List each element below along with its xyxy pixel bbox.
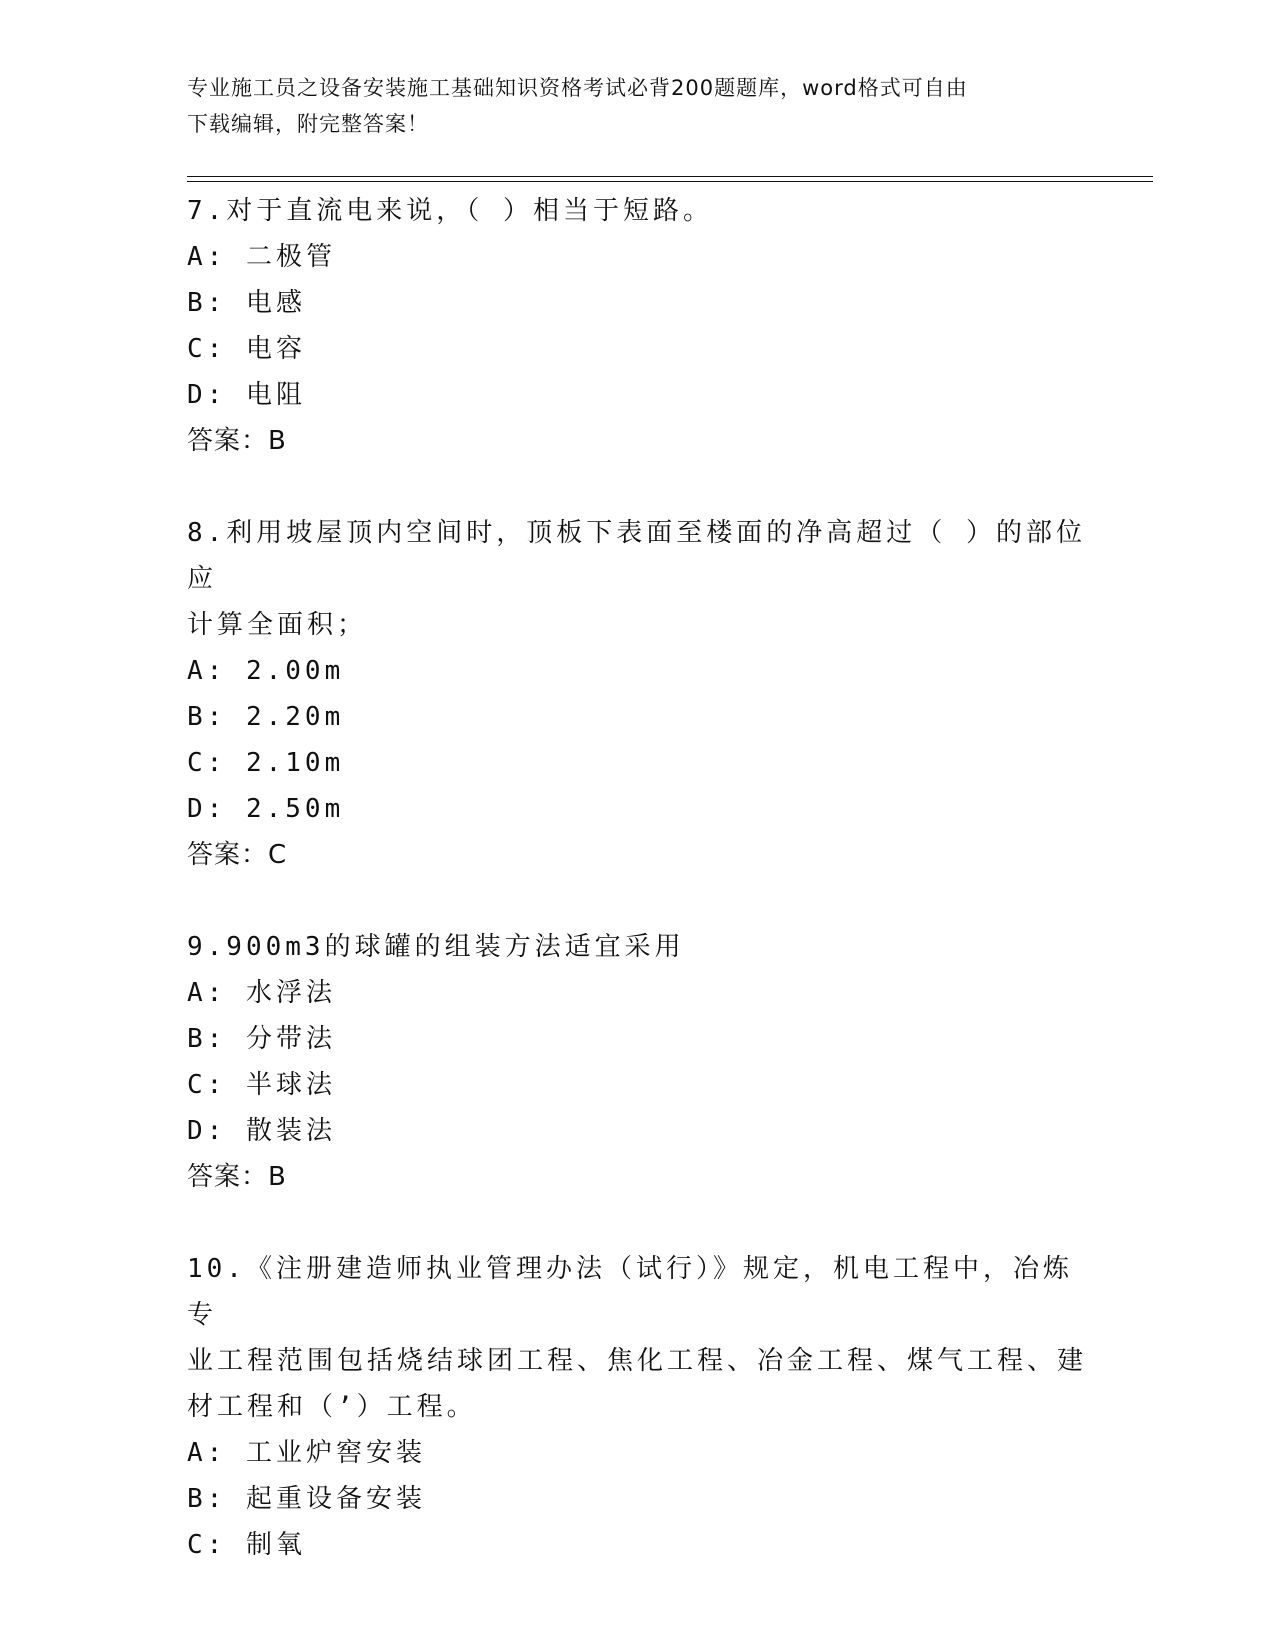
answer-line: 答案：B — [187, 1162, 287, 1192]
option-a: A: 2.00m — [187, 656, 345, 686]
option-b: B: 起重设备安装 — [187, 1484, 426, 1514]
question-stem: 8.利用坡屋顶内空间时，顶板下表面至楼面的净高超过（ ）的部位应 — [187, 518, 1086, 594]
header-divider-top — [187, 176, 1153, 177]
document-header — [187, 70, 1067, 142]
question-stem-continued: 业工程范围包括烧结球团工程、焦化工程、冶金工程、煤气工程、建 — [187, 1346, 1088, 1376]
question-stem-continued: 计算全面积； — [187, 610, 368, 640]
option-c: C: 制氧 — [187, 1530, 306, 1560]
option-a: A: 水浮法 — [187, 978, 336, 1008]
option-b: B: 2.20m — [187, 702, 345, 732]
question-7 — [187, 188, 1087, 510]
option-a: A: 工业炉窖安装 — [187, 1438, 426, 1468]
header-line-1: 专业施工员之设备安装施工基础知识资格考试必背200题题库，word格式可自由 — [187, 76, 968, 100]
option-d: D: 散装法 — [187, 1116, 336, 1146]
header-divider-bottom — [187, 181, 1153, 182]
question-stem: 9.900m3的球罐的组装方法适宜采用 — [187, 932, 685, 962]
question-spacer — [187, 464, 1087, 510]
option-c: C: 半球法 — [187, 1070, 336, 1100]
question-8 — [187, 510, 1087, 924]
question-10 — [187, 1246, 1087, 1568]
question-9 — [187, 924, 1087, 1246]
question-stem-continued: 材工程和（’）工程。 — [187, 1392, 477, 1422]
question-spacer — [187, 878, 1087, 924]
header-line-2: 下载编辑，附完整答案！ — [187, 112, 429, 136]
option-d: D: 电阻 — [187, 380, 306, 410]
option-c: C: 电容 — [187, 334, 306, 364]
option-a: A: 二极管 — [187, 242, 336, 272]
answer-line: 答案：B — [187, 426, 287, 456]
answer-line: 答案：C — [187, 840, 288, 870]
option-b: B: 电感 — [187, 288, 306, 318]
option-b: B: 分带法 — [187, 1024, 336, 1054]
question-list — [187, 188, 1087, 1568]
question-stem: 10.《注册建造师执业管理办法（试行）》规定，机电工程中，冶炼专 — [187, 1254, 1073, 1330]
option-c: C: 2.10m — [187, 748, 345, 778]
option-d: D: 2.50m — [187, 794, 345, 824]
question-spacer — [187, 1200, 1087, 1246]
question-stem: 7.对于直流电来说，（ ）相当于短路。 — [187, 196, 713, 226]
